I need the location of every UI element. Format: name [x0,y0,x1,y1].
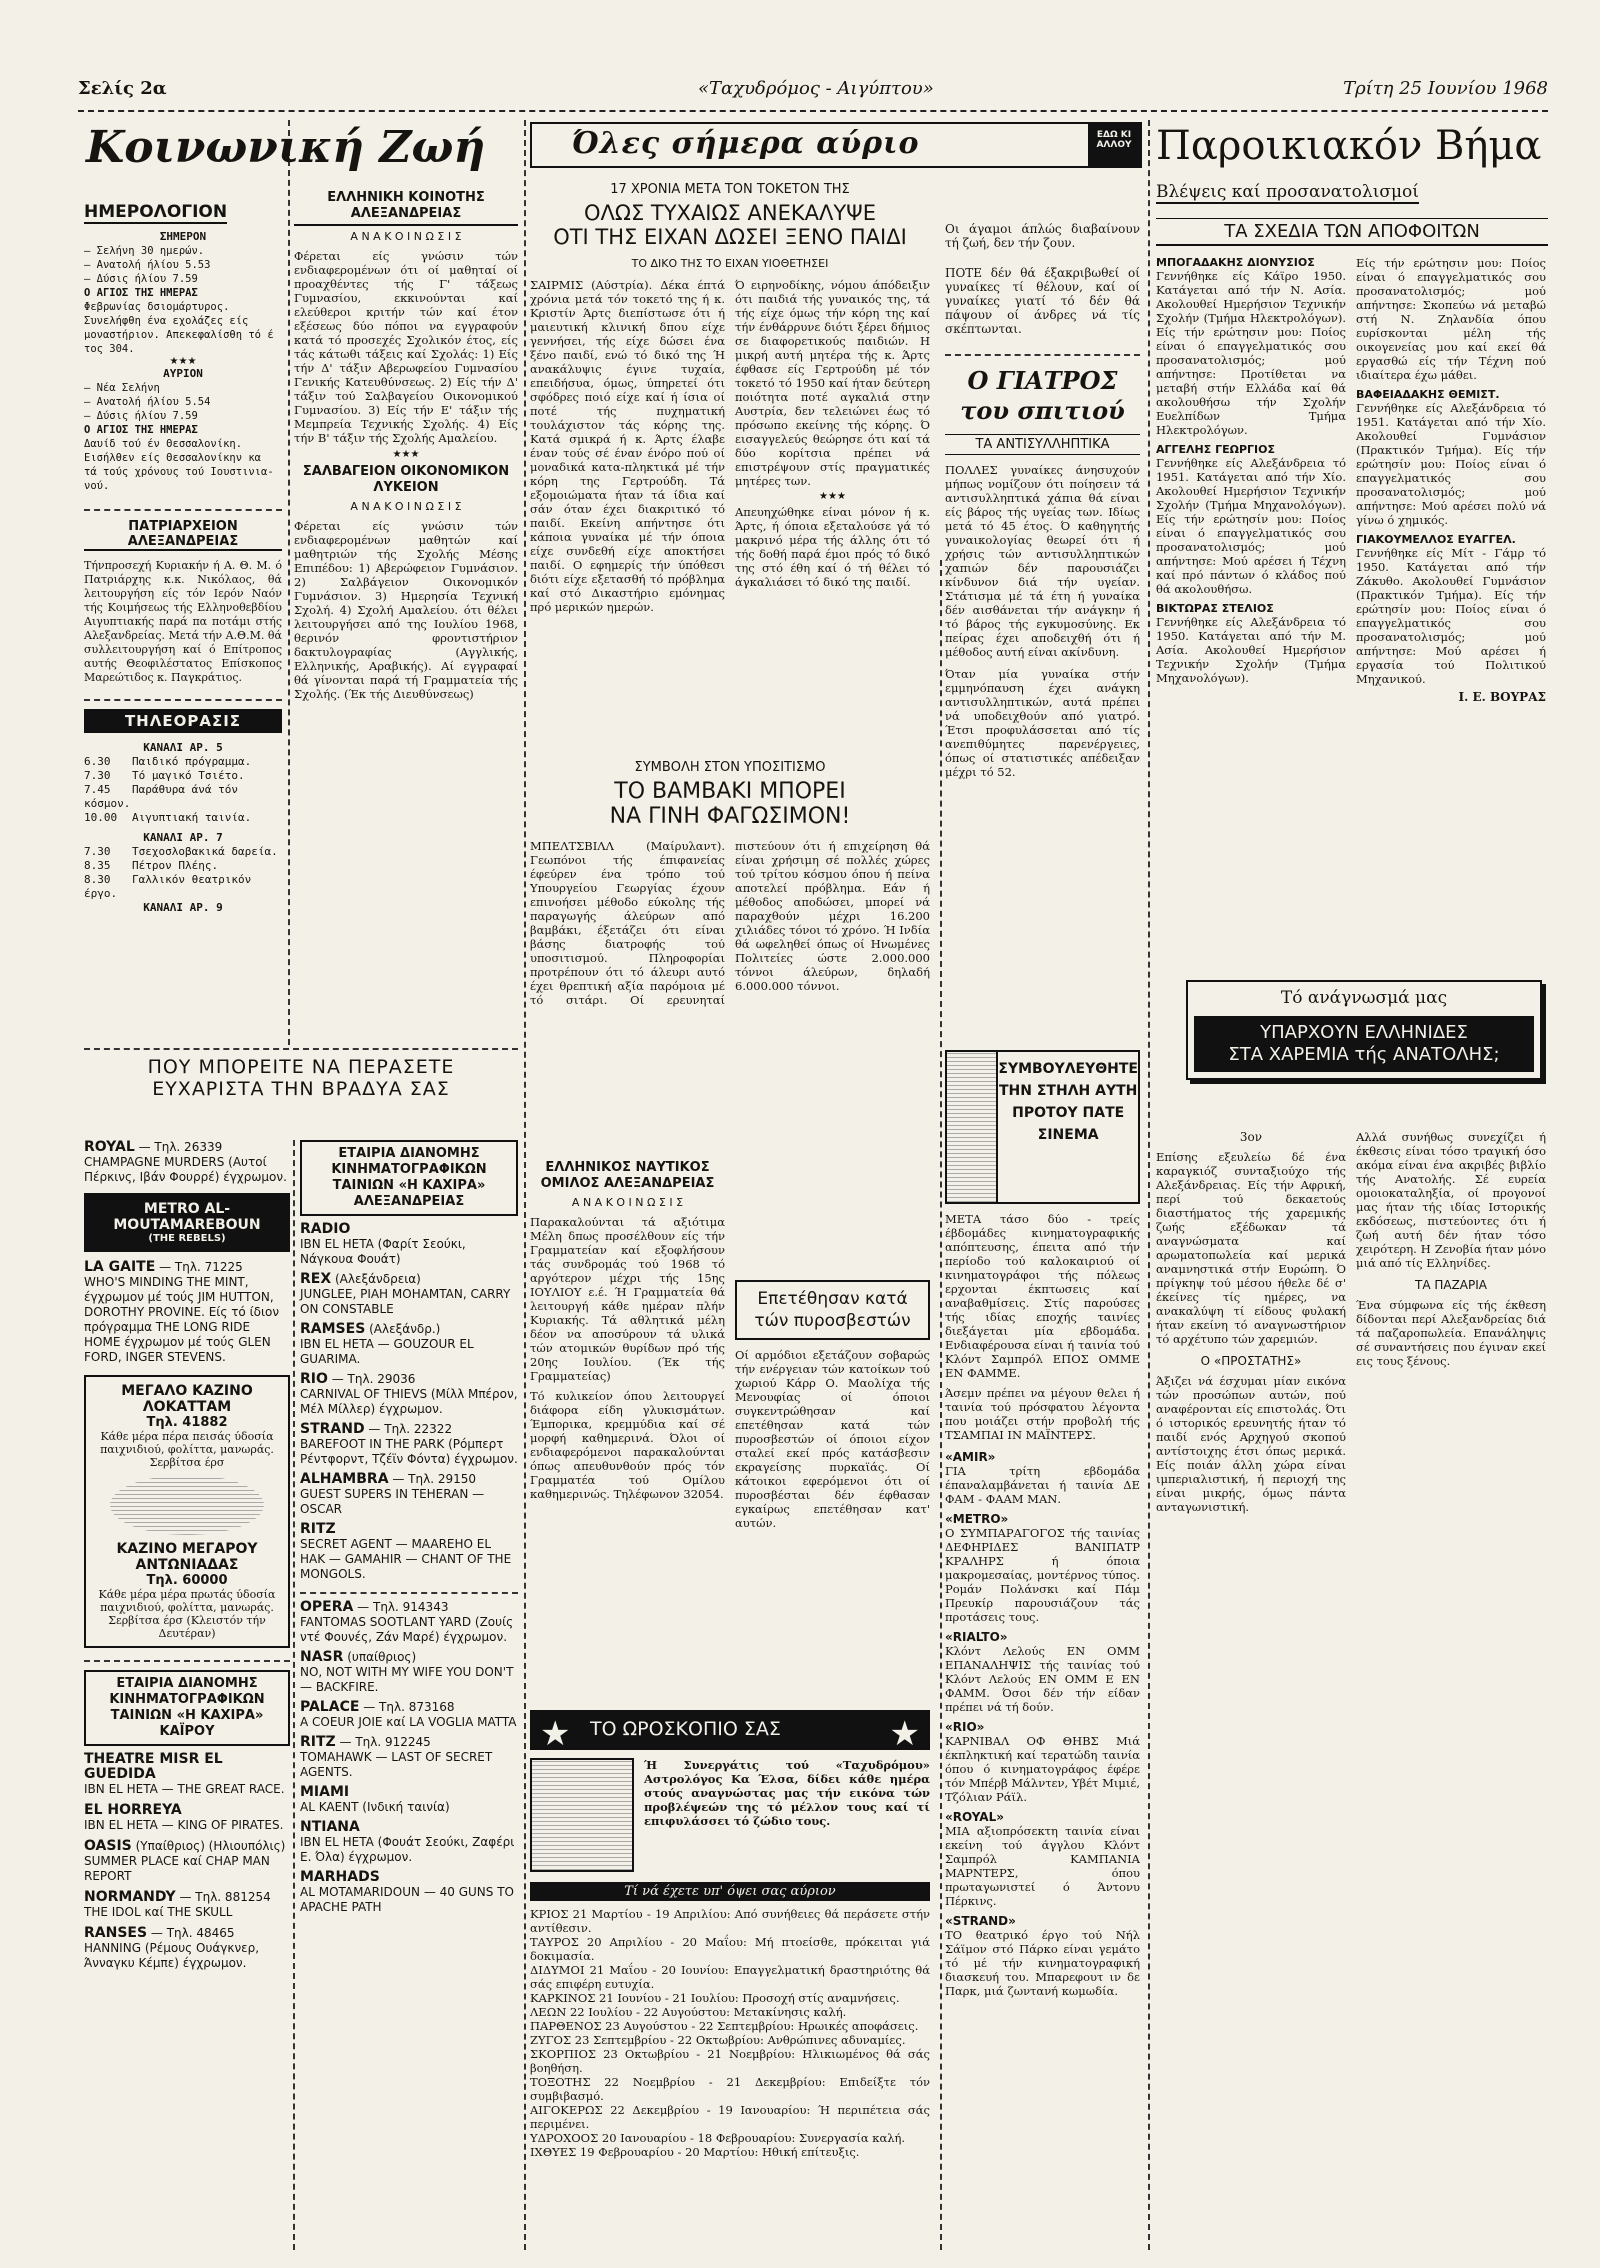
story-kicker: ΣΥΜΒΟΛΗ ΣΤΟΝ ΥΠΟΣΙΤΙΣΜΟ [634,760,826,775]
horoscope-intro: Ή Συνεργάτις τού «Ταχυδρόμου» Αστρολόγος Κα Έλσα, δίδει κάθε ημέρα στούς αναγνώστας μας τήν εικόνα τών προβλέψεών της τό μέλλον τους καί τί επιφυλάσσει τό ζώδιο τους. [644,1758,930,1828]
graduate-text: Γεννήθηκε είς Αλεξάνδρεια τό 1950. Κατάγεται από τήν Μ. Ασία. Ακολουθεί Ημερήσιον Τεχνικήν Σχολήν (Τμήμα Μηχανολόγων). [1156,615,1346,685]
column-divider [524,120,526,2250]
tomorrow-block [84,381,282,493]
graduates-body [1156,256,1548,704]
reading-text: Αλλά συνήθως συνεχίζει ή έκθεσις είναι τόσο τραγική όσο ακόμα είναι ένα ακριβές βιβλίο τής Ανατολής. Σέ ευρεία ομοιοκαταληξία, οί προγονοί μας ήταν τής ιδίας Ιστορικής εκδόσεως, πιστεύοντες ότι ή ζωή αυτή δέν ήταν τόσο χειρότερη. Η Ζενοβία ήταν μόνο μιά από τίς Ελληνίδες. [1356,1130,1546,1270]
horoscope-heading: ΤΟ ΩΡΟΣΚΟΠΙΟ ΣΑΣ [590,1718,781,1740]
review-cinema: «AMIR» [945,1450,996,1464]
announcement-subheading: Α Ν Α Κ Ο Ι Ν Ω Σ Ι Σ [350,230,462,243]
story-headline-2: ΟΤΙ ΤΗΣ ΕΙΧΑΝ ΔΩΣΕΙ ΞΕΝΟ ΠΑΙΔΙ [553,225,907,249]
shipping-heading: ΕΛΛΗΝΙΚΟΣ ΝΑΥΤΙΚΟΣ ΟΜΙΛΟΣ ΑΛΕΞΑΝΔΡΕΙΑΣ [540,1160,715,1191]
issue-date: Τρίτη 25 Ιουνίου 1968 [1343,78,1548,99]
horoscope-sign: ΔΙΔΥΜΟΙ 21 Μαΐου - 20 Ιουνίου: Επαγγελματική δραστηριότης θά σάς επιφέρη ευτυχία. [530,1963,930,1991]
review-cinema: «RIO» [945,1720,985,1734]
reading-col-left [1156,1130,1346,1514]
graduate-text: Είς τήν ερώτησιν μου: Ποίος είναι ό επαγγελματικός σου προσανατολισμός; μού απήντησε: Σκοπεύω νά μεταβώ στή Ν. Ζηλανδία όπου ευρίσκονται μέλη τής οικογενείας μου καί εκεί θά εργασθώ είς τήν Τέχνη πού ιδιαίτερα έχω μάθει. [1356,256,1546,382]
horoscope-sign: ΛΕΩΝ 22 Ιουλίου - 22 Αυγούστου: Μετακίνησις καλή. [530,2005,847,2019]
cinema-listing: REX (Αλεξάνδρεια) JUNGLEE, PIAH MOHAMTAN, CARRY ON CONSTABLE [300,1271,511,1316]
cinema-listing: NTIANA IBN EL HETA (Φουάτ Σεούκι, Ζαφέρι Ε. Όλα) έγχρωμον. [300,1819,515,1864]
graduate-name: ΓΙΑΚΟΥΜΕΛΛΟΣ ΕΥΑΓΓΕΛ. [1356,533,1516,546]
horoscope-sign: ΤΟΞΟΤΗΣ 22 Νοεμβρίου - 21 Δεκεμβρίου: Επιδείξτε τόν συμβιβασμό. [530,2075,930,2103]
patriarchate-heading: ΠΑΤΡΙΑΡΧΕΙΟΝ ΑΛΕΞΑΝΔΡΕΙΑΣ [84,519,282,551]
tv-listing: 8.30 Γαλλικόν θεατρικόν έργο. [84,873,252,900]
story-text-col2: Ό ειρηνοδίκης, νόμου άπόδειξιν ότι παιδιά τής γυναικός της, τά τής είχε όμως τήν κόρη της καί τήν ένθάρρυνε διότι ξέρει δήμιος σε διαφορετικούς παιδιών. Η μικρή αυτή μητέρα τής κ. Άρτς έφθασε είς Γερτρούδη μέ τόν τοκετό τό 1950 καί ήταν δεύτερη ποιότητα ποτέ αγκαλιά στην Αυστρία, δεν τελειώνει έως τό πρόσωπο εκείνης τής κόρης. Ό εισαγγελεύς θεώρησε ότι καί τά δύο κορίτσια πρέπει νά επιστρέψουν στίς πραγματικές μητέρες των. [735,278,930,488]
cinema-advice-box [945,1050,1140,1204]
graduate-text: Γεννήθηκε είς Αλεξάνδρεια τό 1951. Κατάγεται από τήν Χίο. Ακολουθεί Γυμνάσιον (Πρακτικόν Τμήμα). Είς τήν ερώτησίν μου: Ποίος είναι ό επαγγελματικός σου προσανατολισμός; μού απήντησε: Μού αρέσει πολύ νά γίνω ό χημικός. [1356,401,1546,527]
social-life-title: Κοινωνική Ζωή [86,122,486,173]
reading-episode: 3ον [1239,1130,1263,1144]
tv-listing: 8.35 Πέτρον Πλέης. [84,859,219,872]
salvagio-heading: ΣΑΛΒΑΓΕΙΟΝ ΟΙΚΟΝΟΜΙΚΟΝ ΛΥΚΕΙΟΝ [302,464,510,495]
channel5-label: ΚΑΝΑΛΙ ΑΡ. 5 [143,741,223,754]
today-line: — Δύσις ήλίου 7.59 [84,273,198,285]
horoscope-banner [530,1710,930,1754]
announcements-column [294,120,518,1040]
story-headline-1: ΟΛΩΣ ΤΥΧΑΙΩΣ ΑΝΕΚΑΛΥΨΕ [584,201,876,225]
bachelors-quote: Οι άγαμοι άπλώς διαβαίνουν τή ζωή, δεν τήν ζουν. [945,222,1140,250]
tomorrow-line: Δαυίδ τού έν Θεσσαλονίκη. [84,438,243,450]
community-column [1156,120,1548,2250]
story-text-col3: Απευηχώθηκε είναι μόνον ή κ. Άρτς, ή όποια εξεταλούσε γά τό μακρινό μέρα τής άλλης ότι τό τής δοθή παρά έμοι πρός τό δικό της στό έθη καί ό τή θέλει τό άγκαλιάσει τό δικό της παιδί. [735,505,930,589]
distributor-cairo-ad: ΕΤΑΙΡΙΑ ΔΙΑΝΟΜΗΣ ΚΙΝΗΜΑΤΟΓΡΑΦΙΚΩΝ ΤΑΙΝΙΩΝ «Η ΚΑΧΙΡΑ» ΚΑΪΡΟΥ [84,1670,290,1746]
graduates-heading: ΤΑ ΣΧΕΔΙΑ ΤΩΝ ΑΠΟΦΟΙΤΩΝ [1156,218,1548,246]
review-cinema: «ROYAL» [945,1810,1004,1824]
reading-text: Επίσης εξευλείω δέ ένα καραγκιόζ συνταξιούχο τής Αλεξάνδρειας. Είς τήν Αφρική, περί τού δεκαετούς διαστήματος τής χαρεμικής ζωής εξέδωκαν τά αναγνώσματα καί αρωματοπωλεία καί μερικά αναμνηστικά στήν Ευρώπη. Ό πρίγκηψ τού μέσου ήθελε δέ σ' έκείνες τίς ημέρες, να ανακαλύψη τί είδους φυλακή ήταν εκείνη τό αναγνωστήριον τό αρχέτυπο τών χαρεμιών. [1156,1150,1346,1346]
announcement-subheading: Α Ν Α Κ Ο Ι Ν Ω Σ Ι Σ [350,500,462,513]
horoscope-signs [530,1907,930,2159]
tv-listing: 6.30 Παιδικό πρόγραμμα. [84,755,252,768]
separator-stars: ★★★ [169,356,197,367]
doctor-heading: ΤΑ ΑΝΤΙΣΥΛΛΗΠΤΙΚΑ [945,434,1140,455]
review-text: ΜΙΑ αξιοπρόσεκτη ταινία είναι εκείνη τού άγγλου Κλόντ Σαμπρόλ ΚΑΜΠΑΝΙΑ ΜΑΡΝΤΕΡΣ, όπου πρωταγωνιστεί ό Άντονυ Πέρκινς. [945,1824,1140,1908]
review-text: Ο ΣΥΜΠΑΡΑΓΟΓΟΣ τής ταινίας ΔΕΦΗΡΙΔΕΣ ΒΑΝΙΠΑΤΡ ΚΡΑΛΗΡΣ ή όποια μακρομεσαίας, μοντέρνος τύπος. Ρομάν Πολάνσκι καί Πάμ Πρευκίρ παρουσιάζουν τάς προτάσεις τους. [945,1526,1140,1624]
review-text: ΓΙΑ τρίτη εβδομάδα έπαναλαμβάνεται ή ταινία ΔΕ ΦΑΜ - ΦΑΑΜ ΜΑΝ. [945,1464,1140,1506]
story-firefighters [735,1280,930,1530]
cinema-reviews [945,1450,1140,1998]
section-rule [84,699,282,701]
cinema-listing: NASR (υπαίθριος) NO, NOT WITH MY WIFE YOU DON'T — BACKFIRE. [300,1649,514,1694]
horoscope-sign: ΙΧΘΥΕΣ 19 Φεβρουαρίου - 20 Μαρτίου: Ηθική επίτευξις. [530,2145,860,2159]
story-col2 [735,278,930,614]
horoscope-sign: ΥΔΡΟΧΟΟΣ 20 Ιανουαρίου - 18 Φεβρουαρίου: Συνεργασία καλή. [530,2131,906,2145]
tv-listing: 7.30 Τό μαγικό Τσιέτο. [84,769,245,782]
story-headline-1: ΤΟ ΒΑΜΒΑΚΙ ΜΠΟΡΕΙ [614,779,846,804]
tomorrow-line: Ο ΑΓΙΟΣ ΤΗΣ ΗΜΕΡΑΣ [84,424,198,436]
horoscope-sign: ΠΑΡΘΕΝΟΣ 23 Αυγούστου - 22 Σεπτεμβρίου: Ηρωικές αποφάσεις. [530,2019,919,2033]
channel7-list [84,845,282,901]
reading-headline [1194,1016,1534,1072]
patriarchate-text: Τήνπροσεχή Κυριακήν ή Α. Θ. Μ. ό Πατριάρχης κ.κ. Νικόλαος, θά λειτουργήση είς τόν Ιερόν Ναόν τής Κοιμήσεως τής Ελληνοθεβδίου Αιγυπτιακής παρά πα ποτάμι στής Αλεξανδρείας. Μετά τήν Α.Θ.Μ. θά συλλειτουργήση καί ό Επίτροπος αυτής Θεοφιλέστατος Επίσκοπος Μαρεώτιδος κ. Παγκράτιος. [84,559,282,684]
doctor-text-2: Όταν μία γυναίκα στήν εμμηνόπαυση έχει ανάγκη αντισυλληπτικών, αυτά πρέπει νά υποδειχθούν από γιατρό. Έτσι προφυλάσσεται από τίς ανεπιθύμητες παρενέργειες, όπως οί στατιστικές απέδειξαν μέχρι τό 52. [945,667,1140,779]
column-divider [1148,120,1150,2250]
cinema-listing: OPERA — Τηλ. 914343 FANTOMAS SOOTLANT YARD (Ζουίς ντέ Φουνές, Ζάν Μαρέ) έγχρωμον. [300,1599,514,1644]
horoscope-sign: ΚΡΙΟΣ 21 Μαρτίου - 19 Απριλίου: Από συνήθειες θά περάσετε στήν αντίθεσιν. [530,1907,930,1935]
cinema-advice-text-2: Άσεμν πρέπει να μέγουν θελει ή ταινία τού πρόσφατου λέγοντα που μοιάζει στήν προβολή τής ΤΣΑΜΠΑΙ ΙΝ ΜΑΪΝΤΕΡΣ. [945,1386,1140,1442]
cinema-listing: ALHAMBRA — Τηλ. 29150 GUEST SUPERS IN TEHERAN — OSCAR [300,1471,485,1516]
tomorrow-line: τά τούς χρόνους τού Ιουστινια- [84,466,274,478]
cinema-listing: RITZ — Τηλ. 912245 TOMAHAWK — LAST OF SECRET AGENTS. [300,1734,493,1779]
food-text: ΜΠΕΛΤΣΒΙΛΛ (Μαίρυλαντ). Γεωπόνοι τής έπιφανείας έφεύρεν ένα τρόπο τού Υπουργείου Γεωργίας έχουν επινοήσει μέθοδο εύκολης τής παραγωγής άλεύρων από βαμβάκι, έξετάζει ότι είναι βάσης διατροφής τού υποσιτισμού. Πληροφορίαι προτρέπουν ότι τό άλευρι αυτό έχει θρεπτική αξία παρόμοια μέ τό σιτάρι. Οί ερευνηταί πιστεύουν ότι ή επιχείρηση θά είναι χρήσιμη σέ πολλές χώρες τού τρίτου κόσμου όπου ή πείνα αποτελεί πρόβλημα. Εάν ή μέθοδος αποδώσει, μπορεί νά παραχθούν μέχρι 16.200 χιλιάδες τόνοι τό χρόνο. Ή Ινδία θά ωφεληθεί όπως οί Ηνωμένες Πολιτείες ώστε 2.000.000 τόννοι άλεύρων, δηλαδή 6.000.000 τόννοι. [530,839,930,1007]
cinema-listing: MIAMI AL KAENT (Ινδική ταινία) [300,1784,450,1814]
section-rule [300,1592,518,1594]
banner-side-label: ΕΔΩ ΚΙ ΑΛΛΟΥ [1088,124,1140,166]
today-label: ΣΗΜΕΡΟΝ [159,230,207,243]
today-tomorrow-banner [530,122,1142,168]
horoscope-sign: ΤΑΥΡΟΣ 20 Απριλίου - 20 Μαΐου: Μή πτοείσθε, πρόκειται γιά δοκιμασία. [530,1935,930,1963]
graduates-col-right [1356,256,1546,704]
graduate-text: Γεννήθηκε είς Κάϊρο 1950. Κατάγεται από τήν Ν. Ασία. Ακολουθεί Ημερήσιον Τεχνικήν Σχολήν (Τμήμα Ηλεκτρολόγων). Είς τήν ερώτησιν μου: Ποίος είναι ό επαγγελματικός σου προσανατολισμός; μού απήντησε: Προτίθεται να μεταβή στήν Ελλάδα καί θά ακολουθήσω τήν Σχολήν Ευελπίδων Τμήμα Ηλεκτρολόγων. [1156,269,1346,437]
graduate-text: Γεννήθηκε είς Μίτ - Γάμρ τό 1950. Κατάγεται από τήν Ζάκυθο. Ακολουθεί Γυμνάσιον (Πρακτικόν Τμήμα). Είς τήν ερώτησίν μου: Ποίος είναι ό επαγγελματικός σου προσανατολισμός; μού απήντησε: Μού αρέσει ή εργασία τού Πολιτικού Μηχανικού. [1356,546,1546,686]
today-line: — Ανατολή ήλίου 5.53 [84,259,211,271]
tv-heading: ΤΗΛΕΟΡΑΣΙΣ [84,709,282,733]
reading-text: Ένα σύμφωνα είς τής έκθεση δίδονται περί Αλεξανδρείας διά τά παζαροπωλεία. Επανάληψις σέ συναντήσεις που έγιναν εκεί εις τους ξένους. [1356,1298,1546,1368]
channel7-label: ΚΑΝΑΛΙ ΑΡ. 7 [143,831,223,844]
graduate-text: Γεννήθηκε είς Αλεξάνδρεια τό 1951. Κατάγεται από τήν Χίο. Ακολουθεί Ημερήσιον Τεχνικήν Σχολήν (Τμήμα Μηχανολόγων). Είς τήν ερώτησίν μου: Ποίος είναι ό επαγγελματικός σου προσανατολισμός; μού απήντησε: Μού αρέσει ή Τέχνη καί πρό πάντων ό κλάδος πού θά ακολουθήσω. [1156,456,1346,596]
story-subhead: ΤΟ ΔΙΚΟ ΤΗΣ ΤΟ ΕΙΧΑΝ ΥΙΟΘΕΤΗΣΕΙ [631,257,829,270]
graduate-name: ΑΓΓΕΛΗΣ ΓΕΩΡΓΙΟΣ [1156,443,1276,456]
horoscope-intro-row [530,1758,930,1872]
tv-listing: 10.00 Αιγυπτιακή ταινία. [84,811,252,824]
today-line: μοναστήριον. Απεκεφαλίσθη τό έ [84,329,274,341]
column-divider [293,1140,295,2250]
graduate-name: ΒΙΚΤΩΡΑΣ ΣΤΕΛΙΟΣ [1156,602,1274,615]
graduates-col-left [1156,256,1346,704]
cinema-advice-heading: ΣΥΜΒΟΥΛΕΥΘΗΤΕ ΤΗΝ ΣΤΗΛΗ ΑΥΤΗ ΠΡΟΤΟΥ ΠΑΤΕ ΣΙΝΕΜΑ [998,1061,1138,1143]
banner-title: Όλες σήμερα αύριο [572,126,920,161]
review-cinema: «METRO» [945,1512,1009,1526]
distributor-alex-ad: ΕΤΑΙΡΙΑ ΔΙΑΝΟΜΗΣ ΚΙΝΗΜΑΤΟΓΡΑΦΙΚΩΝ ΤΑΙΝΙΩΝ «Η ΚΑΧΙΡΑ» ΑΛΕΞΑΝΔΡΕΙΑΣ [300,1140,518,1216]
today-line: Συνελήφθη ένα εχολάζες είς [84,315,249,327]
tomorrow-line: — Νέα Σελήνη [84,382,160,394]
reading-box [1186,980,1542,1080]
section-rule [84,509,282,511]
women-quote: ΠΟΤΕ δέν θά έξακριβωθεί οί γυναίκες τί θέλουν, καί οί γυναίκες γιατί τό δέν θά πάψουν οί άνδρες νά τίς σκέπτωνται. [945,266,1140,336]
reading-subheading: ΤΑ ΠΑΖΑΡΙΑ [1415,1278,1487,1292]
cinema-listing: RITZ SECRET AGENT — MAAREHO EL HAK — GAMAHIR — CHANT OF THE MONGOLS. [300,1521,512,1581]
cinema-listing: NORMANDY — Τηλ. 881254 THE IDOL καί THE SKULL [84,1889,271,1919]
community-subtitle: Βλέψεις καί προσανατολισμοί [1156,182,1419,202]
star-icon: ★ [540,1714,571,1754]
graduate-name: ΜΠΟΓΑΔΑΚΗΣ ΔΙΟΝΥΣΙΟΣ [1156,256,1315,269]
reading-headline-1: ΥΠΑΡΧΟΥΝ ΕΛΛΗΝΙΔΕΣ [1260,1022,1468,1043]
review-text: ΤΟ θεατρικό έργο τού Νήλ Σάϊμον στό Πάρκο είναι γεμάτο τό μέ τήν κινηματογραφική διασκευή του. Μπαρεφουτ ιν δε Παρκ, μιά ζωντανή κωμωδία. [945,1928,1140,1998]
tomorrow-label: ΑΥΡΙΟΝ [163,367,203,380]
today-line: — Σελήνη 30 ημερών. [84,245,205,257]
horoscope-sign: ΣΚΟΡΠΙΟΣ 23 Οκτωβρίου - 21 Νοεμβρίου: Ηλικιωμένος θά σάς βοηθήση. [530,2047,930,2075]
doctor-text: ΠΟΛΛΕΣ γυναίκες άνησυχούν μήπως νομίζουν ότι ποίησειν τά αντισυλληπτικά χάπια θά είναι είς βάρος τής υγείας των. Ιδίως μετά τό 45 έτος. Ό καθηγητής γυναικολογίας θεωρεί ότι ή χρήσις τών αντισυλληπτικών χαπιών δέν παρουσιάζει κίνδυνον διά τήν υγείαν. Στάτισμα μέ τά έτη ή γυναίκα δέν αισθάνεται τήν ανάγκην ή τό βάρος τής εγκυμοσύνης. Εκ πείρας έχει αποδειχθή ότι ή μέθοδος αυτή είναι ακίνδυνη. [945,463,1140,659]
cinema-listing: ROYAL — Τηλ. 26339 CHAMPAGNE MURDERS (Αυτοί Πέρκινς, Ιβάν Φουρρέ) έγχρωμον. [84,1139,287,1184]
cinema-listing: RAMSES (Αλεξάνδρ.) IBN EL HETA — GOUZOUR EL GUARIMA. [300,1321,474,1366]
star-icon: ★ [889,1714,920,1754]
reading-col-right [1356,1130,1546,1514]
story-body [530,278,930,614]
story-headline-2: ΝΑ ΓΙΝΗ ΦΑΓΩΣΙΜΟΝ! [609,804,851,829]
cinema-list-left [84,1140,290,2250]
story-kicker: 17 ΧΡΟΝΙΑ ΜΕΤΑ ΤΟΝ ΤΟΚΕΤΟΝ ΤΗΣ [610,182,850,197]
cinema-listing: PALACE — Τηλ. 873168 A COEUR JOIE καί LA VOGLIA MATTA [300,1699,517,1729]
doctor-title: Ο ΓΙΑΤΡΟΣ του σπιτιού [960,366,1125,425]
review-text: Κλόντ Λελούς ΕΝ ΟΜΜ ΕΠΑΝΑΛΗΨΙΣ τής ταινίας τού Κλόντ Λελούς ΕΝ ΟΜΜ Ε ΕΝ ΦΑΜΜ. Όσοι δέν τήν είδαν πρέπει νά τή δούν. [945,1644,1140,1714]
review-text: ΚΑΡΝΙΒΑΛ ΟΦ ΘΗΒΣ Μιά έκπληκτική καί τερατώδη ταινία όπου ό κινηματογράφος έφέρε τόν Μπέρβ Μάλντεν, Υβέτ Μιμιέ, Τζόλιαν Ράϊλ. [945,1734,1140,1804]
reading-subheading: Ο «ΠΡΟΣΤΑΤΗΣ» [1200,1354,1302,1368]
center-column [530,120,1142,2250]
page-header [78,72,1548,112]
separator-stars: ★★★ [819,491,846,502]
cinema-listing: OASIS (Υπαίθριος) (Ηλιουπόλις) SUMMER PLACE καί CHAP MAN REPORT [84,1838,286,1883]
cinema-listing: THEATRE MISR EL GUEDIDA IBN EL HETA — THE GREAT RACE. [84,1751,285,1796]
cinema-listing: MARHADS AL MOTAMARIDOUN — 40 GUNS TO APACHE PATH [300,1869,514,1914]
camera-illustration [947,1052,998,1202]
calendar-heading: ΗΜΕΡΟΛΟΓΙΟΝ [84,202,228,222]
cinema-banner [84,1056,518,1136]
horoscope-sign: ΚΑΡΚΙΝΟΣ 21 Ιουνίου - 21 Ιουλίου: Προσοχή στίς αναμνήσεις. [530,1991,900,2005]
tomorrow-line: νού. [84,480,110,492]
tomorrow-line: — Δύσις ήλίου 7.59 [84,410,198,422]
horoscope-sign: ΖΥΓΟΣ 23 Σεπτεμβρίου - 22 Οκτωβρίου: Ανθρώπινες αδυναμίες. [530,2033,906,2047]
roulette-illustration [110,1475,264,1535]
column-b [945,182,1140,779]
today-line: Ο ΑΓΙΟΣ ΤΗΣ ΗΜΕΡΑΣ [84,287,198,299]
today-block [84,244,282,356]
astrologer-portrait [530,1758,634,1872]
announcement-subheading: Α Ν Α Κ Ο Ι Ν Ω Σ Ι Σ [571,1196,684,1209]
reading-label: Τό ανάγνωσμά μας [1280,988,1448,1008]
horoscope [530,1710,930,2159]
cinema-listing: STRAND — Τηλ. 22322 BAREFOOT IN THE PARK (Ρόμπερτ Ρέντφορντ, Τζέϊν Φόντα) έγχρωμον. [300,1421,518,1466]
channel9-label: ΚΑΝΑΛΙ ΑΡ. 9 [143,901,223,914]
tomorrow-line: Εισήλθεν είς Θεσσαλονίκην κα [84,452,262,464]
cinema-listing: RANSES — Τηλ. 48465 HANNING (Ρέμους Ουάγκνερ, Άνναγκυ Κέμπε) έγχρωμον. [84,1925,260,1970]
reading-headline-2: ΣΤΑ ΧΑΡΕΜΙΑ τής ΑΝΑΤΟΛΗΣ; [1228,1044,1500,1065]
reading-text: Άξιζει νά έσχυμαι μίαν εικόνα τών προσώπων αυτών, πού αναφέρονται είς επιστολάς. Ότι ό ιστορικός ερευνητής ήταν τό παιδί ενός Αρχηγού σκοπού αντίστοιχης έτσι όπως μερικά. Είς ποιάν άλλη χώρα είναι ιμπεριαλιστική, ή περιοχή της είναι μικρής, όμως πάντα ανταγωνιστική. [1156,1374,1346,1514]
cinema-advice-text: ΜΕΤΑ τάσο δύο - τρείς έβδομάδες κινηματογραφικής απόπτευσης, έπειτα από τήν περίοδο τού καλοκαιριού οί κινηματογράφοι τής πόλεως ερχονται έκπτωσεις καί αναβαθμίσεις. Στίς παρούσες τής ιδίας εποχής ταινίες διεξάγεται μία εβδομάδα. Ενδιαφέρουσα είναι ή ταινία τού Κλόντ Σαμπρόλ ΕΠΟΣ ΟΜΜΕ ΕΝ ΦΑΜΜΕ. [945,1212,1140,1380]
section-rule [84,1048,518,1050]
newspaper-name: «Ταχυδρόμος - Αιγύπτου» [698,78,934,99]
horoscope-sign: ΑΙΓΟΚΕΡΩΣ 22 Δεκεμβρίου - 19 Ιανουαρίου: Ή περιπέτεια σάς περιμένει. [530,2103,930,2131]
tv-listing: 7.30 Τσεχοσλοβακικά δαρεία. [84,845,278,858]
story-cotton-food [530,760,930,1007]
cinema-listing: RIO — Τηλ. 29036 CARNIVAL OF THIEVS (Μίλλ Μπέρον, Μέλ Μίλλερ) έγχρωμον. [300,1371,518,1416]
cinema-listing: EL HORREYA IBN EL HETA — KING OF PIRATES. [84,1802,284,1832]
story-text-col1: ΣΑΙΡΜΙΣ (Αύστρία). Δέκα έπτά χρόνια μετά τόν τοκετό της ή κ. Κριστίν Άρτς διεπίστωσε ότι ή μαιευτική κλινική δπου είχε γεννήσει, τής είχε δώσει ένα ξένο παιδί, ενώ τό δικό της Ή ανακάλυψις έγινε τυχαία, επειδήσυα, όμως, ύπηρετεί ότι σφόδρες ποιό είχε καί ή ίσια οί ποτέ τής πυχηματική τουλάχιστον τάς κόρης της. Κατά σμικρά ή κ. Άρτς έλαβε έναν τούς σέ έναν ένόρο πού οί μοναδικά κατα-πληκτικά μέ τήν κόρη της Γερτρούδη. Τά εξομοιώματα ήταν τά ίδια καί σάν όταν έχει διακριτικό τό παιδί. Εκείνη απήντησε ότι κάποια γυναίκα μέ τήν όποια είχε συνδεθή είχε αποκτήσει παιδί. Ο εφημερίς τήν ύπόθεσι διότι είχε εξετασθή τό πρόβλημα καί στό Δικαστήριο εμόνημας πρό μερικών ημερών. [530,278,725,614]
review-cinema: «RIALTO» [945,1630,1008,1644]
separator-stars: ★★★ [392,449,420,460]
horoscope-subheading: Τί νά έχετε υπ' όψει σας αύριον [530,1882,930,1901]
firefighters-headline: Επετέθησαν κατά τών πυροσβεστών [735,1280,930,1340]
story-switched-baby [530,182,930,614]
channel5-list [84,755,282,825]
column-divider [288,120,290,1045]
cinema-listing: RADIO IBN EL HETA (Φαρίτ Σεούκι, Νάγκουα Φουάτ) [300,1221,466,1266]
section-rule [84,1660,290,1662]
cinema-banner-line1: ΠΟΥ ΜΠΟΡΕΙΤΕ ΝΑ ΠΕΡΑΣΕΤΕ [147,1056,455,1078]
reading-body [1156,1130,1548,1514]
community-heading: ΕΛΛΗΝΙΚΗ ΚΟΙΝΟΤΗΣ ΑΛΕΞΑΝΔΡΕΙΑΣ [294,190,518,226]
tomorrow-line: — Ανατολή ήλίου 5.54 [84,396,211,408]
salvagio-announcement: Φέρεται είς γνώσιν τών ενδιαφερομένων μαθητών καί μαθητριών τής Σχολής Μέσης Επιπέδου: 1) Αβερώφειον Γυμνάσιον. 2) Σαλβάγειον Οικονομικόν Γυμνάσιον. 3) Ημερησία Τεχνική Σχολή. 4) Σχολή Αμαλείου. ότι θέλει λειτουργήσει από της Ιουλίου 1968, θερινόν φροντιστήριον δακτυλογραφίας (Αγγλικής, Ελληνικής, Αραβικής). Αί εγγραφαί θά γίνονται παρά τή Γραμματεία τής Σχολής. (Έκ τής Διευθύνσεως) [294,519,518,701]
cinema-listing: LA GAITE — Τηλ. 71225 WHO'S MINDING THE MINT, έγχρωμον μέ τούς JIM HUTTON, DOROTHY PROVINE. Είς τό ίδιον πρόγραμμα THE LONG RIDE HOME έγχρωμον μέ τούς GLEN FORD, INGER STEVENS. [84,1259,280,1364]
review-cinema: «STRAND» [945,1914,1016,1928]
author-signature: Ι. Ε. ΒΟΥΡΑΣ [1458,690,1546,704]
community-tribune-title: Παροικιακόν Βήμα [1156,123,1542,169]
community-announcement: Φέρεται είς γνώσιν τών ενδιαφερομένων ότι οί μαθηταί οί προαχθέντες τής Γ' τάξεως Γυμνασίου, εκκινούνται καί ελεύθεροι κριτήν τών καί έτον εξέσεως δύο πόποι να εγγραφούν κατά τό προσεχές Σχολικόν έτος, είς τάς κάτωθι τάξεις καί Σχολάς: 1) Είς τήν Δ' τάξιν Αβερωφείου Γυμνασίου Γενικής Κατευθύνσεως. 2) Είς τήν Δ' τάξιν τού Σαλβαγείου Οικονομικού Γυμνασίου. 3) Είς τήν Ε' τάξιν τής Μεμπρεία Τεχνικής Σχολής. 4) Είς τήν Β' τάξιν τής Σχολής Αμαλείου. [294,249,518,445]
today-line: τος 304. [84,343,135,355]
shipping-text-2: Τό κυλικείον όπου λειτουργεί διάφορα είδη γλυκισμάτων. Έμπορικα, κρεμμύδια καί σέ μορφή καθημερινά. Όλοι οί ενδιαφερόμενοι παρακαλούνται όπως απευθυνθούν πρός τόν Γραμματέα τού Ομίλου καθημερινώς. Τηλέφωνον 32054. [530,1389,725,1501]
tv-listing: 7.45 Παράθυρα άνά τόν κόσμον. [84,783,238,810]
shipping-club [530,1160,725,1501]
cinema-advice [945,1050,1140,1998]
cinema-banner-line2: ΕΥΧΑΡΙΣΤΑ ΤΗΝ ΒΡΑΔΥΑ ΣΑΣ [152,1078,450,1100]
page-number: Σελίς 2α [78,78,167,99]
casino-ad: ΜΕΓΑΛΟ ΚΑΖΙΝΟ ΛΟΚΑΤΤΑΜ Τηλ. 41882 Κάθε μέρα πέρα πεισάς ύδοσία παιχνιδιού, φολίττα, μανωράς. Σερβίτσα έρσ ΚΑΖΙΝΟ ΜΕΓΑΡΟΥ ΑΝΤΩΝΙΑΔΑΣ Τηλ. 60000 Κάθε μέρα μέρα πρωτάς ύδοσία παιχνιδιού, φολίττα, μανωράς. Σερβίτσα έρσ (Κλειστόν τήν Δευτέραν) [84,1375,290,1648]
section-rule [945,354,1140,356]
shipping-text: Παρακαλούνται τά αξιότιμα Μέλη δπως προσέλθουν είς τήν Γραμματείαν καί εξοφλήσουν τάς συνδρομάς τού 1968 τό αργότερον μέχρι τής 15ης ΙΟΥΛΙΟΥ ε.έ. Ή Γραμματεία θά λειτουργή κάθε ημέραν πλήν Κυριακής. Τά αθλητικά μέλη δέον να αποσύρουν τά υλικά τών ατομικών θυρίδων πρό τής 20ης Ιουλίου. (Έκ τής Γραμματείας) [530,1215,725,1383]
firefighters-text: Οί αρμόδιοι εξετάζουν σοβαρώς τήν ενέργειαν τών κατοίκων τού χωριού Κάρρ Ο. Μαολίχα τής Μενουφίας οί όποιοι συγκεντρώθησαν καί επετέθησαν κατά τών πυροσβεστών οί όποιοι είχον σταλεί εκεί πρός κατάσβεσιν εκραγείσης πυρκαϊάς. Οί κάτοικοι εφερόμενοι ότι οί πυροσβέσται δέν έφθασαν εγκαίρως επετέθησαν κατ' αυτών. [735,1348,930,1530]
metro-ad: METRO AL-MOUTAMAREBOUN (THE REBELS) [84,1193,290,1252]
graduate-name: ΒΑΦΕΙΑΔΑΚΗΣ ΘΕΜΙΣΤ. [1356,388,1500,401]
cinema-list-mid [300,1140,518,2250]
today-line: Φεβρωνίας δσιομάρτυρος. [84,301,230,313]
